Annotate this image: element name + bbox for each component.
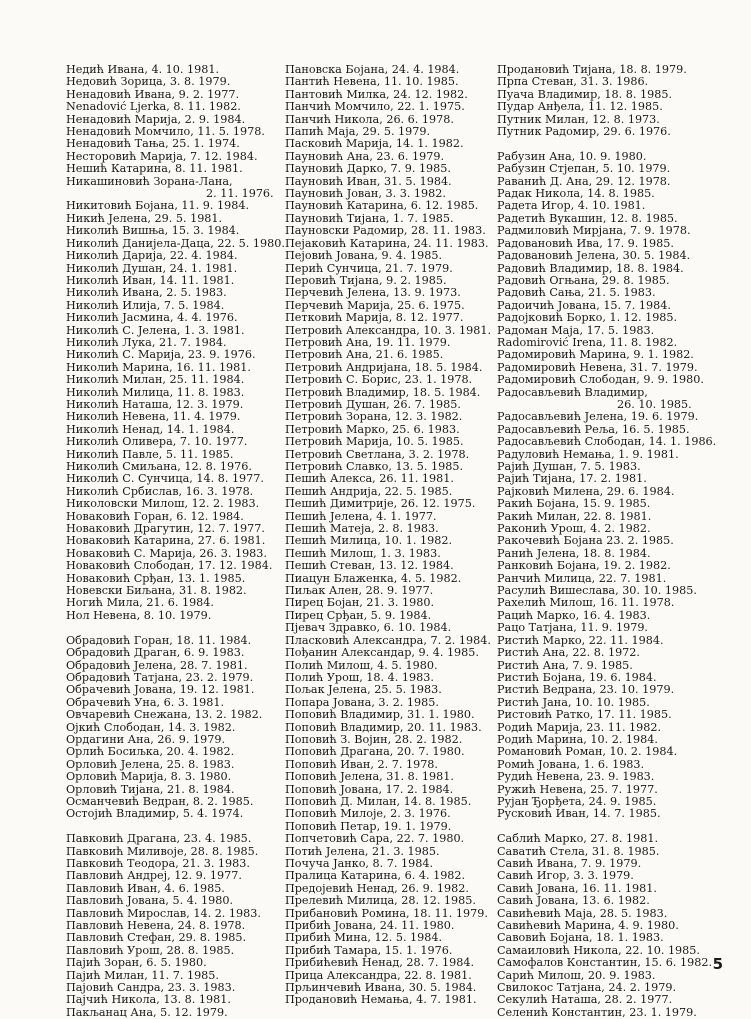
list-item: Саблић Марко, 27. 8. 1981. <box>497 832 659 846</box>
list-item: Пауновски Радомир, 28. 11. 1983. <box>285 224 486 238</box>
list-item: Пралица Катарина, 6. 4. 1982. <box>285 869 466 883</box>
list-item: Павловић Јована, 5. 4. 1980. <box>66 894 233 908</box>
list-item: Пешић Стеван, 13. 12. 1984. <box>285 559 454 573</box>
list-item: Пајић Зоран, 6. 5. 1980. <box>66 956 207 970</box>
list-item: Несторовић Марија, 7. 12. 1984. <box>66 149 258 163</box>
list-item: Николовски Милош, 12. 2. 1983. <box>66 497 260 511</box>
list-item: Новаковић Драгутин, 12. 7. 1977. <box>66 522 265 536</box>
list-item: Обрадовић Јелена, 28. 7. 1981. <box>66 658 248 672</box>
list-item: Николић Марина, 16. 11. 1981. <box>66 360 251 374</box>
list-item: Прибићевић Ненад, 28. 7. 1984. <box>285 956 475 970</box>
list-item: Рудић Невена, 23. 9. 1983. <box>497 770 655 784</box>
list-item: Полић Урош, 18. 4. 1983. <box>285 670 434 684</box>
list-item: Николић Смиљана, 12. 8. 1976. <box>66 460 252 473</box>
list-item: Секулић Наташа, 28. 2. 1977. <box>497 993 673 1007</box>
list-item: Новаковић Слободан, 17. 12. 1984. <box>66 559 273 573</box>
list-item: Павковић Миливоје, 28. 8. 1985. <box>66 844 259 858</box>
list-item: Радуловић Немања, 1. 9. 1981. <box>497 447 679 461</box>
list-item: Родић Марина, 10. 2. 1984. <box>497 732 658 746</box>
list-item: Петковић Марија, 8. 12. 1977. <box>285 311 464 325</box>
list-item: Ојкић Слободан, 14. 3. 1982. <box>66 720 236 734</box>
list-item: Николић Милан, 25. 11. 1984. <box>66 373 245 387</box>
list-item: Недић Ивана, 4. 10. 1981. <box>66 63 220 76</box>
list-item: Обрадовић Татјана, 23. 2. 1979. <box>66 670 254 684</box>
list-item: Ненадовић Марија, 2. 9. 1984. <box>66 112 246 126</box>
list-item: Сарић Милош, 20. 9. 1983. <box>497 968 656 982</box>
list-item: Прибановић Ромина, 18. 11. 1979. <box>285 906 488 920</box>
list-item: Рајковић Милена, 29. 6. 1984. <box>497 484 675 498</box>
list-item: Павловић Стефан, 29. 8. 1985. <box>66 931 247 945</box>
list-item: Петровић Славко, 13. 5. 1985. <box>285 460 464 473</box>
list-item: Пиацун Блаженка, 4. 5. 1982. <box>285 571 462 585</box>
list-item: Ненадовић Ивана, 9. 2. 1977. <box>66 87 240 101</box>
list-item: Ристић Марко, 22. 11. 1984. <box>497 633 664 647</box>
list-item: Павковић Теодора, 21. 3. 1983. <box>66 857 250 870</box>
list-item: Николић Милица, 11. 8. 1983. <box>66 385 245 399</box>
list-item: Ненадовић Момчило, 11. 5. 1978. <box>66 125 265 139</box>
list-item: Савићевић Марина, 4. 9. 1980. <box>497 919 679 933</box>
list-item: Радовановић Јелена, 30. 5. 1984. <box>497 249 691 263</box>
list-item: Павловић Урош, 28. 8. 1985. <box>66 943 235 957</box>
list-item: Рабузин Стјепан, 5. 10. 1979. <box>497 162 671 176</box>
list-item: Пудар Анђела, 11. 12. 1985. <box>497 100 663 114</box>
list-item: Пауновић Тијана, 1. 7. 1985. <box>285 211 454 225</box>
list-item: Попчетовић Сара, 22. 7. 1980. <box>285 832 465 846</box>
list-item: Селенић Константин, 23. 1. 1979. <box>497 1005 697 1019</box>
list-item: Николић Јасмина, 4. 4. 1976. <box>66 311 238 325</box>
list-item: Новаковић С. Марија, 26. 3. 1983. <box>66 546 267 560</box>
list-item: Ристић Ведрана, 23. 10. 1979. <box>497 683 675 697</box>
list-item: Радета Игор, 4. 10. 1981. <box>497 199 646 213</box>
list-item: Пођанин Александар, 9. 4. 1985. <box>285 646 479 660</box>
list-item: Новевски Биљана, 31. 8. 1982. <box>66 584 247 598</box>
list-item: Ристовић Ратко, 17. 11. 1985. <box>497 708 672 722</box>
list-item: Поповић З. Војин, 28. 2. 1982. <box>285 732 463 746</box>
list-item: Орловић Јелена, 25. 8. 1983. <box>66 757 235 771</box>
list-item: Попара Јована, 3. 2. 1985. <box>285 695 439 709</box>
list-item: Петровић Марко, 25. 6. 1983. <box>285 422 460 436</box>
list-item: Рацић Марко, 16. 4. 1983. <box>497 608 651 622</box>
list-item: Пјевач Здравко, 6. 10. 1984. <box>285 621 452 635</box>
list-item: Радомировић Слободан, 9. 9. 1980. <box>497 373 704 387</box>
list-item: Пауновић Ана, 23. 6. 1979. <box>285 149 445 163</box>
list-item: Самофалов Константин, 15. 6. 1982. <box>497 956 713 970</box>
list-item: Пешић Јелена, 4. 1. 1977. <box>285 509 437 523</box>
list-item: Остојић Владимир, 5. 4. 1974. <box>66 807 244 821</box>
list-item: Самаиловић Никола, 22. 10. 1985. <box>497 943 700 957</box>
list-item: Пирец Срђан, 5. 9. 1984. <box>285 608 432 622</box>
column-1 <box>66 63 285 1019</box>
list-item: Пиљак Ален, 28. 9. 1977. <box>285 584 434 598</box>
list-item: Павловић Невена, 24. 8. 1978. <box>66 919 246 933</box>
list-item: Пешић Матеја, 2. 8. 1983. <box>285 522 439 536</box>
list-item: Петровић Владимир, 18. 5. 1984. <box>285 385 481 399</box>
list-item: Радосављевић Слободан, 14. 1. 1986. <box>497 435 717 449</box>
list-item: Николић Иван, 14. 11. 1981. <box>66 273 235 287</box>
section-gap <box>66 622 271 634</box>
list-item: Обрадовић Драган, 6. 9. 1983. <box>66 646 245 660</box>
list-item: Никитовић Бојана, 11. 9. 1984. <box>66 199 250 213</box>
list-item: Прљинчевић Ивана, 30. 5. 1984. <box>285 981 477 995</box>
list-item: Папић Маја, 29. 5. 1979. <box>285 125 431 139</box>
list-item: Nenadović Ljerka, 8. 11. 1982. <box>66 100 241 114</box>
list-item: Пасковић Марија, 14. 1. 1982. <box>285 137 464 151</box>
list-item: Рабузин Ана, 10. 9. 1980. <box>497 149 647 163</box>
list-item: Николић Вишња, 15. 3. 1984. <box>66 224 240 238</box>
list-item: Ракић Милан, 22. 8. 1981. <box>497 509 652 523</box>
list-item: Радосављевић Владимир, <box>497 385 648 399</box>
list-item: Пантовић Милка, 24. 12. 1982. <box>285 87 468 101</box>
list-item: Пауновић Катарина, 6. 12. 1985. <box>285 199 479 213</box>
list-item: Перић Сунчица, 21. 7. 1979. <box>285 261 453 275</box>
list-item: Пешић Андрија, 22. 5. 1985. <box>285 484 453 498</box>
list-item: Поповић Јована, 17. 2. 1984. <box>285 782 454 796</box>
list-item: Савић Игор, 3. 3. 1979. <box>497 869 634 883</box>
list-item: Павловић Андреј, 12. 9. 1977. <box>66 869 242 883</box>
list-item: Пешић Милош, 1. 3. 1983. <box>285 546 441 560</box>
list-item: Николић Ненад, 14. 1. 1984. <box>66 422 235 436</box>
list-item: Ногић Мила, 21. 6. 1984. <box>66 596 214 610</box>
list-item: Пантић Невена, 11. 10. 1985. <box>285 75 459 89</box>
list-item: Саватић Стела, 31. 8. 1985. <box>497 844 660 858</box>
list-item: Николић Ивана, 2. 5. 1983. <box>66 286 227 300</box>
list-item: Петровић Зорана, 12. 3. 1982. <box>285 410 463 424</box>
list-item: Пољак Јелена, 25. 5. 1983. <box>285 683 442 697</box>
list-item: Рајић Душан, 7. 5. 1983. <box>497 460 641 473</box>
list-item: Радомировић Марина, 9. 1. 1982. <box>497 348 694 362</box>
list-item: Пласковић Александра, 7. 2. 1984. <box>285 633 491 647</box>
list-item: Петровић Андријана, 18. 5. 1984. <box>285 360 483 374</box>
list-item: Новаковић Срђан, 13. 1. 1985. <box>66 571 246 585</box>
list-item: Прпа Стеван, 31. 3. 1986. <box>497 75 649 89</box>
list-item: Николић Србислав, 16. 3. 1978. <box>66 484 254 498</box>
list-item: Нешић Катарина, 8. 11. 1981. <box>66 162 243 176</box>
list-item: Поповић Драгана, 20. 7. 1980. <box>285 745 465 759</box>
list-item: Ранковић Бојана, 19. 2. 1982. <box>497 559 671 573</box>
list-item: Радовић Огњана, 29. 8. 1985. <box>497 273 670 287</box>
list-item: Павловић Мирослав, 14. 2. 1983. <box>66 906 261 920</box>
list-item: Продановић Тијана, 18. 8. 1979. <box>497 63 687 76</box>
list-item: Прибић Тамара, 15. 1. 1976. <box>285 943 453 957</box>
list-item: Радовић Владимир, 18. 8. 1984. <box>497 261 684 275</box>
list-item: Николић С. Марија, 23. 9. 1976. <box>66 348 256 362</box>
list-item: Николић Душан, 24. 1. 1981. <box>66 261 238 275</box>
list-item: Рујан Ђорђета, 24. 9. 1985. <box>497 794 657 808</box>
list-item: Пајић Милан, 11. 7. 1985. <box>66 968 219 982</box>
list-item: Савовић Бојана, 18. 1. 1983. <box>497 931 664 945</box>
list-item: Ракочевић Бојана 23. 2. 1985. <box>497 534 674 548</box>
list-item: Radomirović Irena, 11. 8. 1982. <box>497 335 678 349</box>
list-item: Николић Павле, 5. 11. 1985. <box>66 447 234 461</box>
list-item: Савић Јована, 13. 6. 1982. <box>497 894 650 908</box>
list-item: Павловић Иван, 4. 6. 1985. <box>66 881 225 895</box>
list-item: Османчевић Ведран, 8. 2. 1985. <box>66 794 254 808</box>
list-item: Пауновић Иван, 31. 5. 1984. <box>285 174 452 188</box>
page-number: 5 <box>712 955 723 973</box>
list-item: Пирец Бојан, 21. 3. 1980. <box>285 596 435 610</box>
list-item: 26. 10. 1985. <box>617 397 692 411</box>
list-item: Радомировић Невена, 31. 7. 1979. <box>497 360 698 374</box>
list-item: Почуча Јанко, 8. 7. 1984. <box>285 857 434 870</box>
list-item: Орловић Марија, 8. 3. 1980. <box>66 770 232 784</box>
list-item: Николић Данијела-Даца, 22. 5. 1980. <box>66 236 285 250</box>
list-item: Радосављевић Јелена, 19. 6. 1979. <box>497 410 699 424</box>
list-item: Пајчић Никола, 13. 8. 1981. <box>66 993 231 1007</box>
list-item: Пауновић Дарко, 7. 9. 1985. <box>285 162 451 176</box>
list-item: Радмиловић Мирјана, 7. 9. 1978. <box>497 224 691 238</box>
list-item: Пешић Димитрије, 26. 12. 1975. <box>285 497 476 511</box>
list-item: Поповић Д. Милан, 14. 8. 1985. <box>285 794 472 808</box>
list-item: Ранчић Милица, 22. 7. 1981. <box>497 571 667 585</box>
list-item: Рахелић Милош, 16. 11. 1978. <box>497 596 675 610</box>
list-item: Предојевић Ненад, 26. 9. 1982. <box>285 881 469 895</box>
list-item: Прелевић Милица, 28. 12. 1985. <box>285 894 476 908</box>
list-item: Петровић Марија, 10. 5. 1985. <box>285 435 464 449</box>
list-item: Поповић Владимир, 31. 1. 1980. <box>285 708 475 722</box>
list-item: Савићевић Маја, 28. 5. 1983. <box>497 906 668 920</box>
list-item: Прибић Мина, 12. 5. 1984. <box>285 931 443 945</box>
list-item: Ненадовић Тања, 25. 1. 1974. <box>66 137 240 151</box>
list-item: Савић Јована, 16. 11. 1981. <box>497 881 657 895</box>
list-item: Полић Милош, 4. 5. 1980. <box>285 658 438 672</box>
list-item: Радосављевић Реља, 16. 5. 1985. <box>497 422 690 436</box>
list-item: Путник Радомир, 29. 6. 1976. <box>497 125 671 139</box>
list-item: Ристић Ана, 7. 9. 1985. <box>497 658 633 672</box>
column-2 <box>285 64 495 1007</box>
list-item: Николић Илија, 7. 5. 1984. <box>66 298 225 312</box>
list-item: Никашиновић Зорана-Лана, <box>66 174 233 188</box>
list-item: Савић Ивана, 7. 9. 1979. <box>497 857 642 870</box>
list-item: Ристић Бојана, 19. 6. 1984. <box>497 670 657 684</box>
list-item: Радојковић Борко, 1. 12. 1985. <box>497 311 678 325</box>
list-item: Пакљанац Ана, 5. 12. 1979. <box>66 1005 228 1019</box>
list-item: Прибић Јована, 24. 11. 1980. <box>285 919 455 933</box>
list-item: Пешић Алекса, 26. 11. 1981. <box>285 472 454 486</box>
list-item: Николић Оливера, 7. 10. 1977. <box>66 435 248 449</box>
list-item: Ружић Невена, 25. 7. 1977. <box>497 782 658 796</box>
list-item: Пејаковић Катарина, 24. 11. 1983. <box>285 236 489 250</box>
list-item: 2. 11. 1976. <box>206 187 274 201</box>
list-item: Путник Милан, 12. 8. 1973. <box>497 112 660 126</box>
list-item: Радак Никола, 14. 8. 1985. <box>497 187 655 201</box>
list-item: Русковић Иван, 14. 7. 1985. <box>497 807 661 821</box>
list-item: Поповић Милоје, 2. 3. 1976. <box>285 807 451 821</box>
list-item: Перовић Тијана, 9. 2. 1985. <box>285 273 447 287</box>
list-item: Пауновић Јован, 3. 3. 1982. <box>285 187 446 201</box>
list-item: Панчић Момчило, 22. 1. 1975. <box>285 100 465 114</box>
list-item: Петровић Светлана, 3. 2. 1978. <box>285 447 470 461</box>
list-item: Обрачевић Јована, 19. 12. 1981. <box>66 683 255 697</box>
list-item: Поповић Јелена, 31. 8. 1981. <box>285 770 454 784</box>
list-item: Прица Александра, 22. 8. 1981. <box>285 968 472 982</box>
list-item: Поповић Иван, 2. 7. 1978. <box>285 757 438 771</box>
list-item: Ордагини Ана, 26. 9. 1979. <box>66 732 225 746</box>
list-item: Раванић Д. Ана, 29. 12. 1978. <box>497 174 671 188</box>
list-item: Потић Јелена, 21. 3. 1985. <box>285 844 440 858</box>
list-item: Обрадовић Горан, 18. 11. 1984. <box>66 633 252 647</box>
column-3 <box>497 64 722 1019</box>
list-item: Рајић Тијана, 17. 2. 1981. <box>497 472 647 486</box>
list-item: Николић С. Јелена, 1. 3. 1981. <box>66 323 245 337</box>
list-item: Обрачевић Уна, 6. 3. 1981. <box>66 695 225 709</box>
list-item: Продановић Немања, 4. 7. 1981. <box>285 993 477 1007</box>
list-item: Панчић Никола, 26. 6. 1978. <box>285 112 454 126</box>
list-item: Николић Наташа, 12. 3. 1979. <box>66 397 244 411</box>
list-item: Романовић Роман, 10. 2. 1984. <box>497 745 678 759</box>
section-gap <box>497 138 722 150</box>
list-item: Пејовић Јована, 9. 4. 1985. <box>285 249 443 263</box>
list-item: Недовић Зорица, 3. 8. 1979. <box>66 75 231 89</box>
list-item: Радоман Маја, 17. 5. 1983. <box>497 323 655 337</box>
list-item: Нол Невена, 8. 10. 1979. <box>66 608 212 622</box>
list-item: Николић Лука, 21. 7. 1984. <box>66 335 227 349</box>
list-item: Поповић Петар, 19. 1. 1979. <box>285 819 452 833</box>
list-item: Родић Марија, 23. 11. 1982. <box>497 720 662 734</box>
list-item: Пуача Владимир, 18. 8. 1985. <box>497 87 673 101</box>
list-item: Николић Дарија, 22. 4. 1984. <box>66 249 238 263</box>
list-item: Перчевић Јелена, 13. 9. 1973. <box>285 286 461 300</box>
list-item: Ристић Ана, 22. 8. 1972. <box>497 646 640 660</box>
list-item: Пајовић Сандра, 23. 3. 1983. <box>66 981 236 995</box>
list-item: Пешић Милица, 10. 1. 1982. <box>285 534 453 548</box>
list-item: Петровић Ана, 21. 6. 1985. <box>285 348 444 362</box>
list-item: Павковић Драгана, 23. 4. 1985. <box>66 832 252 846</box>
list-item: Новаковић Горан, 6. 12. 1984. <box>66 509 244 523</box>
list-item: Рацо Татјана, 11. 9. 1979. <box>497 621 648 635</box>
list-item: Овчаревић Снежана, 13. 2. 1982. <box>66 708 263 722</box>
list-item: Ристић Јана, 10. 10. 1985. <box>497 695 650 709</box>
list-item: Пановска Бојана, 24. 4. 1984. <box>285 63 460 76</box>
list-item: Поповић Владимир, 20. 11. 1983. <box>285 720 482 734</box>
list-item: Радоичић Јована, 15. 7. 1984. <box>497 298 671 312</box>
list-item: Петровић С. Борис, 23. 1. 1978. <box>285 373 473 387</box>
list-item: Ранић Јелена, 18. 8. 1984. <box>497 546 651 560</box>
list-item: Свилокос Татјана, 24. 2. 1979. <box>497 981 677 995</box>
list-item: Раконић Урош, 4. 2. 1982. <box>497 522 651 536</box>
list-item: Новаковић Катарина, 27. 6. 1981. <box>66 534 266 548</box>
list-item: Петровић Ана, 19. 11. 1979. <box>285 335 451 349</box>
list-item: Радовановић Ива, 17. 9. 1985. <box>497 236 674 250</box>
list-item: Петровић Александра, 10. 3. 1981. <box>285 323 492 337</box>
list-item: Расулић Вишеслава, 30. 10. 1985. <box>497 584 697 598</box>
list-item: Николић Невена, 11. 4. 1979. <box>66 410 241 424</box>
list-item: Орлић Босиљка, 20. 4. 1982. <box>66 745 235 759</box>
list-item: Ракић Бојана, 15. 9. 1985. <box>497 497 651 511</box>
list-item: Петровић Душан, 26. 7. 1985. <box>285 397 461 411</box>
list-item: Ромић Јована, 1. 6. 1983. <box>497 757 645 771</box>
list-item: Перчевић Марија, 25. 6. 1975. <box>285 298 465 312</box>
list-item: Николић С. Сунчица, 14. 8. 1977. <box>66 472 264 486</box>
list-item: Орловић Тијана, 21. 8. 1984. <box>66 782 235 796</box>
list-item: Никић Јелена, 29. 5. 1981. <box>66 211 223 225</box>
list-item: Радовић Сања, 21. 5. 1983. <box>497 286 656 300</box>
list-item: Радетић Вукашин, 12. 8. 1985. <box>497 211 678 225</box>
